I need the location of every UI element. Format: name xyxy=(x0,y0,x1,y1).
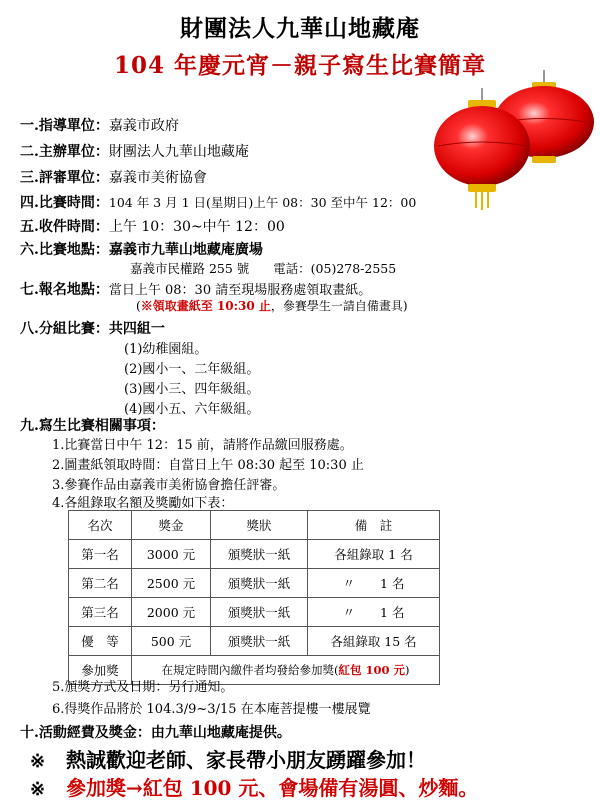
venue-address: 嘉義市民權路 255 號 電話：(05)278-2555 xyxy=(130,261,397,276)
table-cell: 在規定時間內繳件者均發給參加獎(紅包 100 元) xyxy=(132,656,440,685)
matter-item: 4.各組錄取名額及獎勵如下表： xyxy=(52,496,234,511)
section-collection: 五.收件時間：上午 10：30~中午 12：00 xyxy=(20,219,285,235)
table-cell: 3000 元 xyxy=(132,540,211,569)
section-time: 四.比賽時間：104 年 3 月 1 日(星期日)上午 08：30 至中午 12：00 xyxy=(20,195,417,211)
table-cell: 第二名 xyxy=(69,569,132,598)
title-org: 財團法人九華山地藏庵 xyxy=(180,15,420,42)
table-row xyxy=(69,569,440,598)
matter-item: 1.比賽當日中午 12：15 前，請將作品繳回服務處。 xyxy=(52,438,353,453)
table-header: 獎金 xyxy=(132,511,211,540)
matter-item: 5.頒獎方式及日期：另行通知。 xyxy=(52,680,234,695)
table-cell: 頒獎狀一紙 xyxy=(211,569,308,598)
group-item: (4)國小五、六年級組。 xyxy=(124,402,260,417)
group-item: (1)幼稚園組。 xyxy=(124,342,208,357)
title-event: 104 年慶元宵－親子寫生比賽簡章 xyxy=(113,52,487,79)
prize-line: ※ 參加獎→紅包 100 元、會場備有湯圓、炒麵。 xyxy=(30,776,479,800)
registration-note: (※領取畫紙至 10:30 止，參賽學生一請自備畫具) xyxy=(136,299,408,313)
group-item: (3)國小三、四年級組。 xyxy=(124,382,260,397)
section-judges: 三.評審單位：嘉義市美術協會 xyxy=(20,170,207,186)
section-venue: 六.比賽地點：嘉義市九華山地藏庵廣場 xyxy=(20,242,263,258)
awards-table xyxy=(68,510,440,685)
table-header: 備 註 xyxy=(308,511,440,540)
section-matters: 九.寫生比賽相關事項： xyxy=(20,418,165,434)
table-cell: 第一名 xyxy=(69,540,132,569)
table-cell: 頒獎狀一紙 xyxy=(211,627,308,656)
lantern-icon xyxy=(432,70,597,210)
section-registration: 七.報名地點：當日上午 08：30 請至現場服務處領取畫紙。 xyxy=(20,282,372,298)
table-header: 獎狀 xyxy=(211,511,308,540)
table-cell: 頒獎狀一紙 xyxy=(211,540,308,569)
group-item: (2)國小一、二年級組。 xyxy=(124,362,260,377)
welcome-line: ※ 熱誠歡迎老師、家長帶小朋友踴躍參加！ xyxy=(30,748,426,772)
table-cell: 各組錄取 15 名 xyxy=(308,627,440,656)
table-header-row xyxy=(69,511,440,540)
table-cell: 〃 1 名 xyxy=(308,569,440,598)
table-cell: 參加獎 xyxy=(69,656,132,685)
table-cell: 〃 1 名 xyxy=(308,598,440,627)
section-organizer: 二.主辦單位：財團法人九華山地藏庵 xyxy=(20,144,249,160)
table-cell: 頒獎狀一紙 xyxy=(211,598,308,627)
table-header: 名次 xyxy=(69,511,132,540)
table-cell: 各組錄取 1 名 xyxy=(308,540,440,569)
matter-item: 2.圖畫紙領取時間：自當日上午 08:30 起至 10:30 止 xyxy=(52,458,364,473)
table-row xyxy=(69,540,440,569)
matter-item: 6.得獎作品將於 104.3/9~3/15 在本庵菩提樓一樓展覽 xyxy=(52,702,371,717)
matter-item: 3.參賽作品由嘉義市美術協會擔任評審。 xyxy=(52,478,286,493)
table-cell: 第三名 xyxy=(69,598,132,627)
table-row xyxy=(69,627,440,656)
section-funding: 十.活動經費及獎金：由九華山地藏庵提供。 xyxy=(20,725,291,741)
section-groups: 八.分組比賽：共四組一 xyxy=(20,321,165,337)
table-cell: 500 元 xyxy=(132,627,211,656)
table-cell: 優 等 xyxy=(69,627,132,656)
table-cell: 2500 元 xyxy=(132,569,211,598)
section-guidance: 一.指導單位：嘉義市政府 xyxy=(20,118,179,134)
table-row xyxy=(69,598,440,627)
table-cell: 2000 元 xyxy=(132,598,211,627)
